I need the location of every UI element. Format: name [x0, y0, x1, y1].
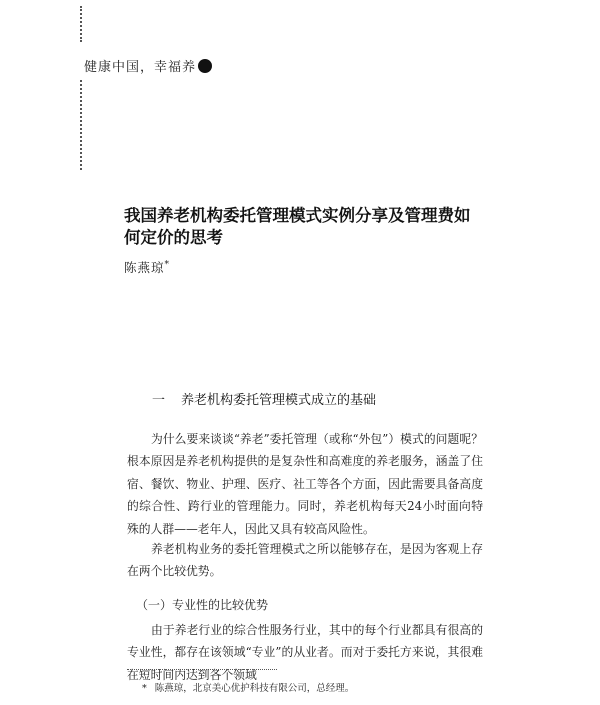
article-title: 我国养老机构委托管理模式实例分享及管理费如何定价的思考 [124, 206, 471, 247]
section-title: 养老机构委托管理模式成立的基础 [181, 393, 377, 408]
footnote-mark: * [142, 683, 147, 694]
footnote [142, 680, 354, 694]
author-footnote-mark: * [164, 259, 171, 270]
running-header [84, 56, 212, 75]
body-paragraph: 养老机构业务的委托管理模式之所以能够存在，是因为客观上存在两个比较优势。 [127, 542, 483, 579]
margin-dotted-guide-middle [80, 80, 84, 170]
subsection-heading: （一）专业性的比较优势 [136, 598, 269, 612]
section-number: 一 [152, 393, 166, 408]
author-name: 陈燕琼 [124, 260, 165, 275]
margin-dotted-guide-top [80, 6, 84, 42]
footnote-divider [127, 669, 277, 670]
footnote-text: 陈燕琼，北京美心优护科技有限公司，总经理。 [154, 683, 355, 694]
body-paragraph: 为什么要来谈谈“养老”委托管理（或称“外包”）模式的问题呢？根本原因是养老机构提供的是复杂性和高难度的养老服务，涵盖了住宿、餐饮、物业、护理、医疗、社工等各个方面，因此需要具备高度的综合性、跨行业的管理能力。同时，养老机构每天24小时面向特殊的人群——老年人，因此又具有较高风险性。 [127, 432, 483, 536]
body-paragraph: 由于养老行业的综合性服务行业，其中的每个行业都具有很高的专业性，都存在该领域“专业”的从业者。而对于委托方来说，其很难在短时间内达到各个领域 [127, 623, 483, 682]
header-dot-icon [198, 59, 212, 73]
article-author [124, 258, 170, 276]
header-text: 健康中国，幸福养 [84, 60, 197, 75]
section-heading [152, 389, 376, 408]
